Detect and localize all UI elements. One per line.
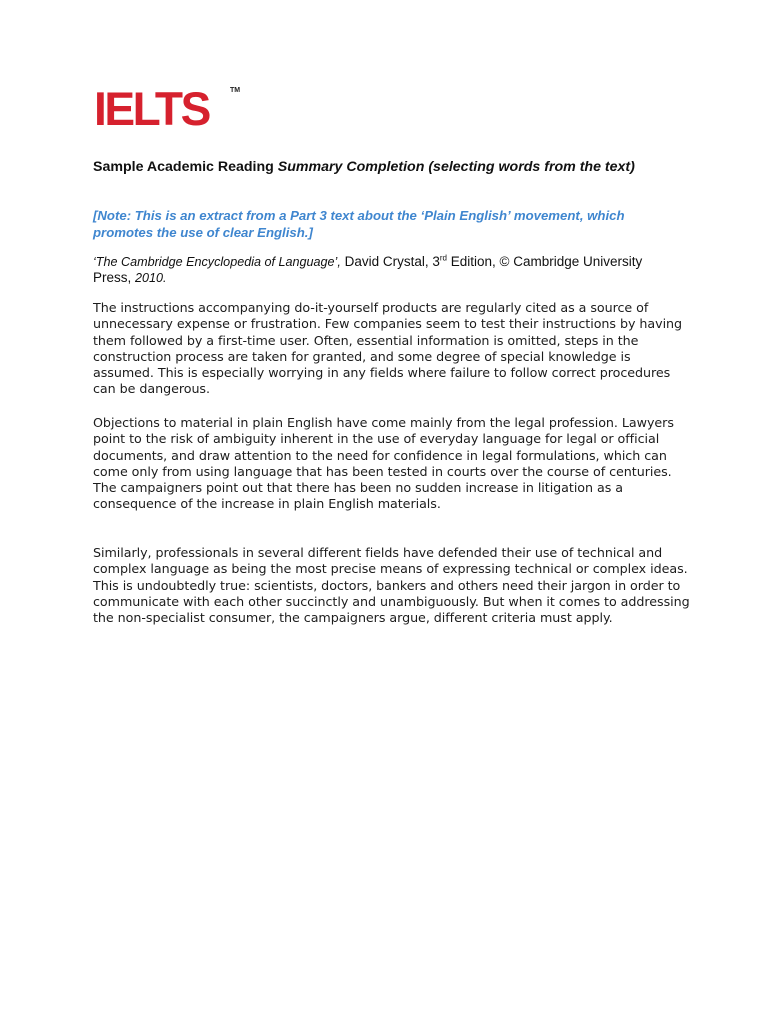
source-author: David Crystal, 3 <box>340 254 440 269</box>
title-task-type: Summary Completion (selecting words from the text) <box>277 159 635 175</box>
extract-note: [Note: This is an extract from a Part 3 text about the ‘Plain English’ movement, which promotes the use of clear English.] <box>93 208 625 240</box>
title-lead: Sample Academic Reading <box>93 159 278 175</box>
trademark-mark: TM <box>230 87 241 94</box>
body-paragraph: Similarly, professionals in several different fields have defended their use of technical and complex language as being the most precise means of expressing technical or complex ideas. This is undoubtedly true: scientists, doctors, bankers and others need their jargon in order to communicate with each other succinctly and unambiguously. But when it comes to addressing the non-specialist consumer, the campaigners argue, different criteria must apply. <box>93 545 690 626</box>
source-edition-suffix: rd <box>439 253 447 263</box>
ielts-logo <box>94 82 241 135</box>
body-paragraph: Objections to material in plain English have come mainly from the legal profession. Lawyers point to the risk of ambiguity inherent in the use of everyday language for legal or official documents, and draw attention to the need for confidence in legal formulations, which can come only from using language that has been tested in courts over the course of centuries. The campaigners point out that there has been no sudden increase in litigation as a consequence of the increase in plain English materials. <box>93 415 674 512</box>
source-edition: Edition, © Cambridge University Press, <box>93 254 643 285</box>
ielts-logo-text: IELTS <box>94 82 209 135</box>
source-citation <box>93 254 673 286</box>
source-book-title: ‘The Cambridge Encyclopedia of Language’, <box>93 255 341 269</box>
document-title <box>93 159 673 176</box>
source-year: 2010. <box>135 271 167 285</box>
body-paragraph: The instructions accompanying do-it-yourself products are regularly cited as a source of unnecessary expense or frustration. Few companies seem to test their instructions by having them followed by a first-time user. Often, essential information is omitted, steps in the construction process are taken for granted, and some degree of special knowledge is assumed. This is especially worrying in any fields where failure to follow correct procedures can be dangerous. <box>93 300 683 397</box>
